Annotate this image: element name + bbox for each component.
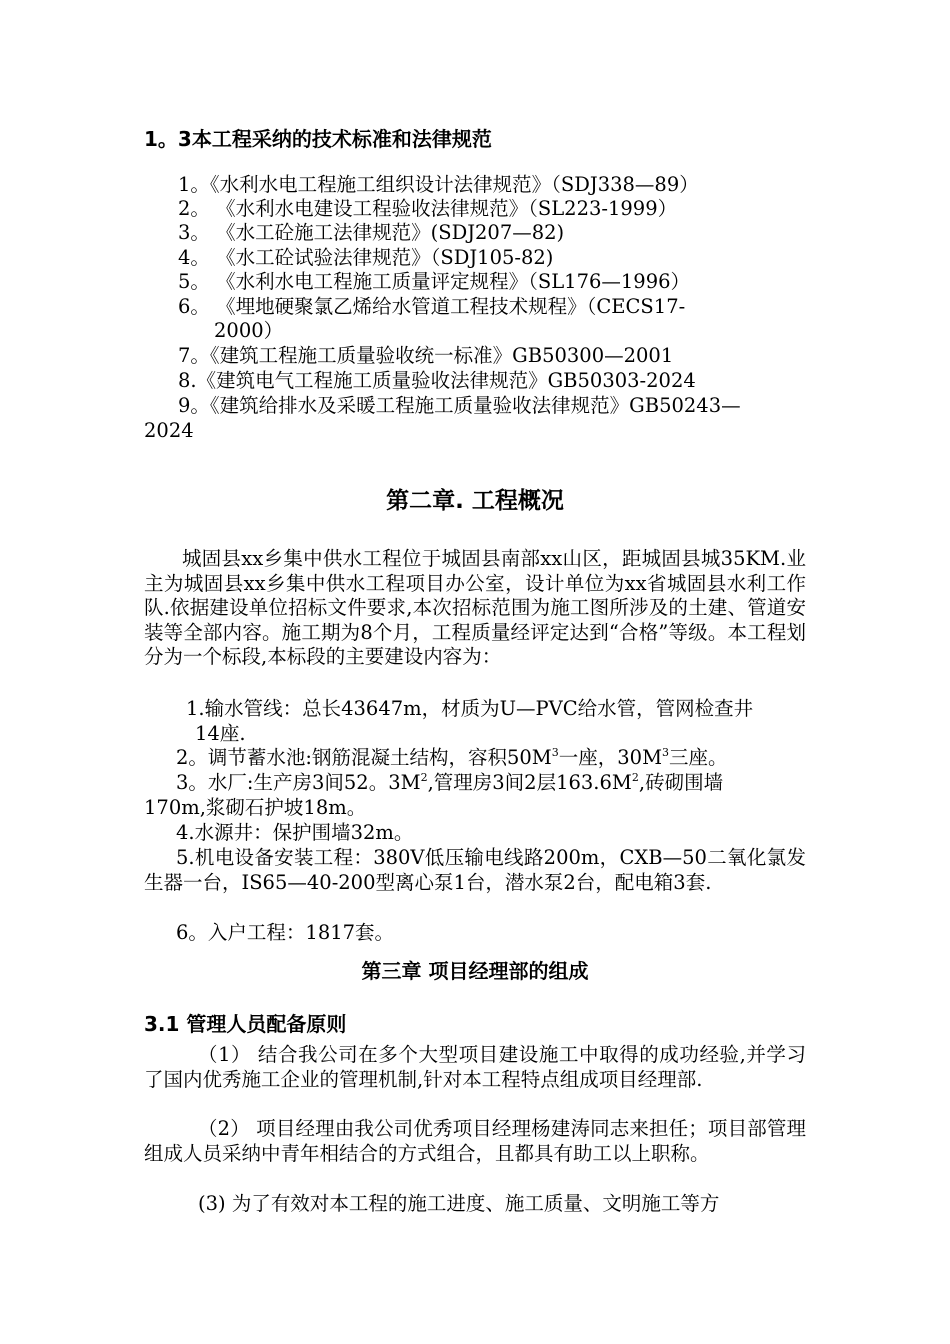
standard-item-9: 9。《建筑给排水及采暖工程施工质量验收法律规范》GB50243— [178,394,741,417]
content-item-4: 4.水源井：保护围墙32m。 [176,821,414,844]
chapter-3-title: 第三章 项目经理部的组成 [361,959,589,983]
content-item-5: 5.机电设备安装工程：380V低压输电线路200m，CXB—50二氧化氯发生器一台，IS65—40-200型离心泵1台，潜水泵2台，配电箱3套. [144,846,806,894]
standard-item-6: 6。 《埋地硬聚氯乙烯给水管道工程技术规程》（CECS17- [178,295,686,318]
content-item-3-continued: 170m,浆砌石护坡18m。 [144,796,367,819]
content-item-2: 2。调节蓄水池:钢筋混凝土结构，容积$50M^3$一座，$30M^3$三座。 [176,746,728,769]
standard-item-9-continued: 2024 [144,419,194,442]
content-item-1: 1.输水管线：总长43647m，材质为U—PVC给水管，管网检查井 [186,697,754,720]
standard-item-3: 3。 《水工砼施工法律规范》(SDJ207—82) [178,221,565,244]
standard-item-1: 1。《水利水电工程施工组织设计法律规范》（SDJ338—89） [178,173,699,196]
standard-item-7: 7。《建筑工程施工质量验收统一标准》GB50300—2001 [178,344,674,367]
chapter-2-intro: 城固县xx乡集中供水工程位于城固县南部xx山区，距城固县城35KM.业主为城固县xx乡集中供水工程项目办公室，设计单位为xx省城固县水利工作队.依据建设单位招标文件要求,本次招标范围为施工图所涉及的土建、管道安装等全部内容。施工期为8个月，工程质量经评定达到“合格”等级。本工程划分为一个标段,本标段的主要建设内容为： [144,547,806,668]
principle-paragraph-3: (3) 为了有效对本工程的施工进度、施工质量、文明施工等方 [198,1192,720,1215]
standard-item-8: 8.《建筑电气工程施工质量验收法律规范》GB50303-2024 [178,369,696,392]
standard-item-6-continued: 2000） [214,319,284,342]
content-item-1-continued: 14座. [195,722,246,745]
section-3-1-heading: 3.1 管理人员配备原则 [144,1012,347,1036]
content-item-3: 3。水厂:生产房3间52。$3M^2$,管理房3间2层$163.6M^2$,砖砌围墙 [176,771,724,794]
section-1-3-heading: 1。3本工程采纳的技术标准和法律规范 [144,127,492,151]
content-item-6: 6。入户工程：1817套。 [176,921,395,944]
principle-paragraph-1: （1） 结合我公司在多个大型项目建设施工中取得的成功经验,并学习了国内优秀施工企业的管理机制,针对本工程特点组成项目经理部. [144,1043,806,1091]
principle-paragraph-2: （2） 项目经理由我公司优秀项目经理杨建涛同志来担任；项目部管理组成人员采纳中青年相结合的方式组合，且都具有助工以上职称。 [144,1117,806,1165]
standard-item-2: 2。 《水利水电建设工程验收法律规范》（SL223-1999） [178,197,678,220]
standard-item-5: 5。 《水利水电工程施工质量评定规程》（SL176—1996） [178,270,691,293]
chapter-2-title: 第二章. 工程概况 [386,488,564,514]
standard-item-4: 4。 《水工砼试验法律规范》（SDJ105-82) [178,246,554,269]
